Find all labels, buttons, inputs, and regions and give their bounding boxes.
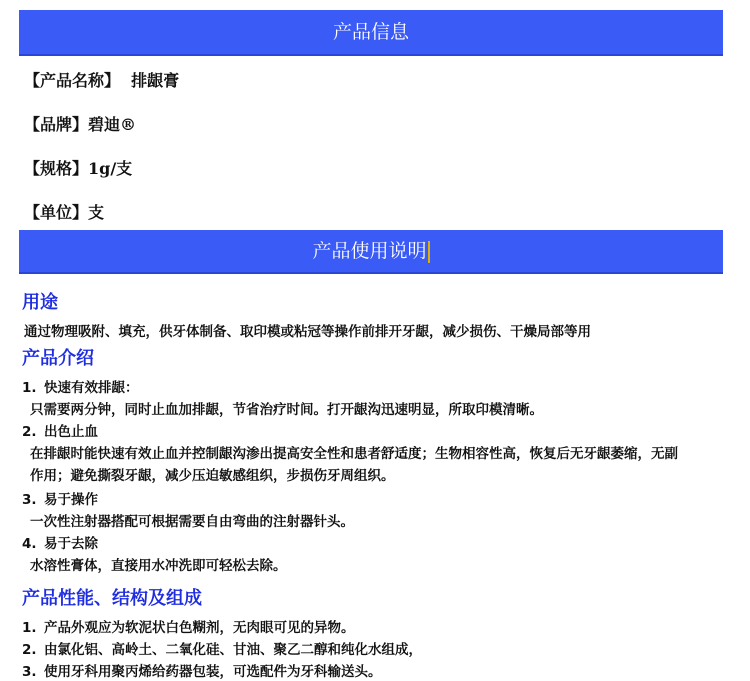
usage-header xyxy=(19,230,723,274)
field-value: 排龈膏 xyxy=(120,71,180,90)
item-number: 3. xyxy=(22,664,37,680)
product-info-header xyxy=(19,10,723,56)
item-number: 1. xyxy=(22,380,37,396)
product-info-header-text: 产品信息 xyxy=(332,21,409,43)
section-title-use: 用途 xyxy=(22,292,58,313)
intro-item-title xyxy=(22,376,139,396)
field-product-name xyxy=(24,68,179,91)
item-title-text: 易于操作 xyxy=(44,492,98,508)
item-title-text: 易于去除 xyxy=(44,536,98,552)
text-cursor xyxy=(428,241,430,263)
field-label: 【品牌】 xyxy=(24,115,89,134)
perf-item xyxy=(22,660,382,680)
field-label: 【单位】 xyxy=(24,203,89,222)
use-text: 通过物理吸附、填充，供牙体制备、取印模或粘冠等操作前排开牙龈，减少损伤、干燥局部等用 xyxy=(24,324,591,340)
usage-header-text: 产品使用说明 xyxy=(312,240,427,262)
intro-item-line: 水溶性膏体，直接用水冲洗即可轻松去除。 xyxy=(30,558,287,574)
item-number: 1. xyxy=(22,620,37,636)
item-number: 3. xyxy=(22,492,37,508)
intro-item-line: 在排龈时能快速有效止血并控制龈沟渗出提高安全性和患者舒适度；生物相容性高，恢复后无牙龈萎缩，无副 xyxy=(30,446,678,462)
field-label: 【产品名称】 xyxy=(24,71,121,90)
item-number: 2. xyxy=(22,642,37,658)
field-value: 1g/支 xyxy=(88,159,133,178)
item-number: 2. xyxy=(22,424,37,440)
field-value: 支 xyxy=(88,203,105,222)
intro-item-line: 一次性注射器搭配可根据需要自由弯曲的注射器针头。 xyxy=(30,514,354,530)
field-spec xyxy=(24,156,132,179)
field-value: 碧迪® xyxy=(88,115,137,134)
intro-item-line: 作用；避免撕裂牙龈，减少压迫敏感组织，步损伤牙周组织。 xyxy=(30,468,395,484)
intro-item-title xyxy=(22,488,98,508)
field-brand xyxy=(24,112,136,135)
perf-item xyxy=(22,638,422,658)
item-title-text: 出色止血 xyxy=(44,424,98,440)
intro-item-title xyxy=(22,532,98,552)
intro-item-line: 只需要两分钟，同时止血加排龈，节省治疗时间。打开龈沟迅速明显，所取印模清晰。 xyxy=(30,402,543,418)
intro-item-title xyxy=(22,420,98,440)
section-title-performance: 产品性能、结构及组成 xyxy=(22,588,202,609)
field-label: 【规格】 xyxy=(24,159,89,178)
item-title-text: 快速有效排龈： xyxy=(44,380,139,396)
field-unit xyxy=(24,200,104,223)
item-text: 使用牙科用聚丙烯给药器包装，可选配件为牙科输送头。 xyxy=(44,664,382,680)
item-text: 由氯化铝、高岭土、二氧化硅、甘油、聚乙二醇和纯化水组成， xyxy=(44,642,422,658)
section-title-intro: 产品介绍 xyxy=(22,348,94,369)
perf-item xyxy=(22,616,355,636)
item-text: 产品外观应为软泥状白色糊剂，无肉眼可见的异物。 xyxy=(44,620,355,636)
item-number: 4. xyxy=(22,536,37,552)
